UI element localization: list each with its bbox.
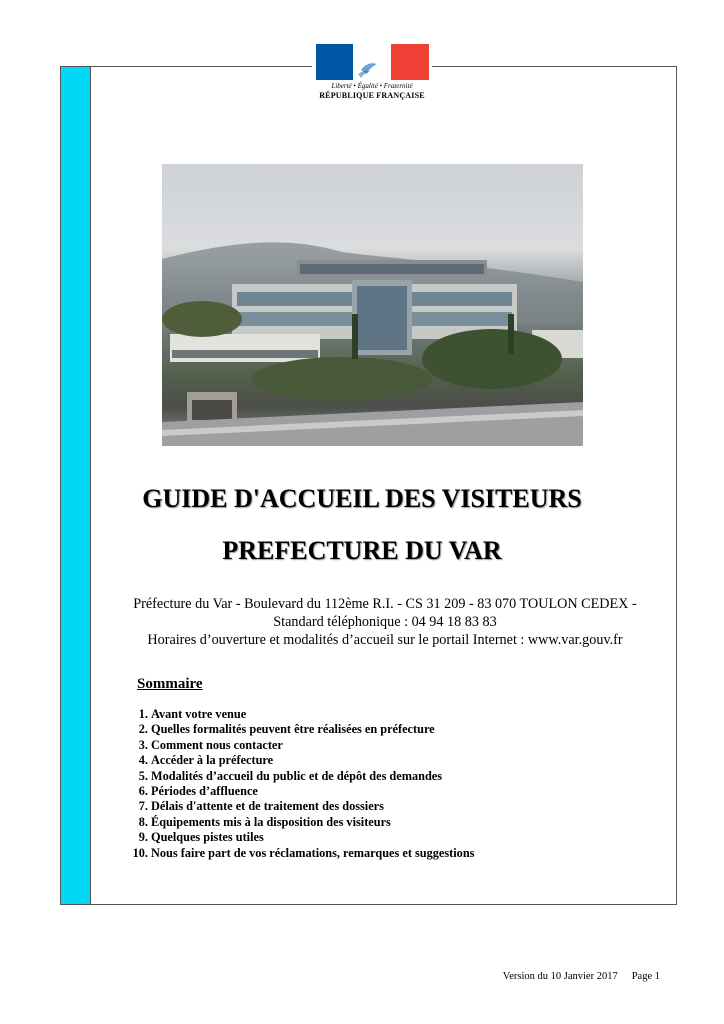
toc-item-number: 8. bbox=[138, 814, 148, 829]
logo-motto: Liberté • Égalité • Fraternité bbox=[331, 82, 413, 90]
toc-item-label: Quelques pistes utiles bbox=[151, 830, 264, 845]
toc-item bbox=[120, 815, 474, 830]
phone-line: Standard téléphonique : 04 94 18 83 83 bbox=[273, 614, 497, 630]
toc-item-number: 10. bbox=[132, 845, 148, 860]
toc-item-number: 4. bbox=[138, 753, 148, 768]
toc-item-number: 3. bbox=[138, 737, 148, 752]
table-of-contents bbox=[120, 707, 474, 861]
toc-item bbox=[120, 769, 474, 784]
toc-item bbox=[120, 830, 474, 845]
toc-item-label: Quelles formalités peuvent être réalisées en préfecture bbox=[151, 722, 435, 737]
toc-item-number: 9. bbox=[138, 830, 148, 845]
toc-item-label: Accéder à la préfecture bbox=[151, 753, 274, 768]
toc-item-label: Comment nous contacter bbox=[151, 737, 283, 752]
toc-item-number: 7. bbox=[138, 799, 148, 814]
prefecture-building-photo bbox=[162, 164, 583, 446]
toc-item bbox=[120, 722, 474, 737]
toc-item-label: Équipements mis à la disposition des visiteurs bbox=[151, 814, 391, 829]
toc-item-label: Délais d'attente et de traitement des dossiers bbox=[151, 799, 384, 814]
contact-info bbox=[100, 595, 670, 649]
toc-item-label: Nous faire part de vos réclamations, remarques et suggestions bbox=[151, 845, 475, 860]
toc-item bbox=[120, 753, 474, 768]
toc-item bbox=[120, 738, 474, 753]
toc-item-number: 1. bbox=[138, 707, 148, 721]
building-illustration bbox=[162, 164, 583, 446]
version-text: Version du 10 Janvier 2017 bbox=[502, 971, 618, 982]
website-line: Horaires d’ouverture et modalités d’accueil sur le portail Internet : www.var.gouv.fr bbox=[147, 632, 623, 648]
marianne-logo bbox=[312, 42, 432, 110]
sommaire-heading: Sommaire bbox=[137, 676, 203, 692]
page-number: Page 1 bbox=[631, 971, 660, 982]
toc-item bbox=[120, 799, 474, 814]
toc-item-number: 5. bbox=[138, 768, 148, 783]
address-line: Préfecture du Var - Boulevard du 112ème R.I. - CS 31 209 - 83 070 TOULON CEDEX - bbox=[133, 596, 637, 612]
toc-item-number: 2. bbox=[138, 722, 148, 737]
toc-item bbox=[120, 707, 474, 722]
toc-item-label: Avant votre venue bbox=[151, 707, 247, 721]
flag-icon bbox=[316, 44, 429, 80]
toc-item-label: Périodes d’affluence bbox=[151, 784, 258, 799]
toc-item-number: 6. bbox=[138, 784, 148, 799]
document-subtitle: PREFECTURE DU VAR bbox=[222, 536, 502, 565]
toc-item-label: Modalités d’accueil du public et de dépôt des demandes bbox=[151, 768, 443, 783]
toc-item bbox=[120, 784, 474, 799]
document-title: GUIDE D'ACCUEIL DES VISITEURS bbox=[142, 484, 582, 513]
toc-item bbox=[120, 846, 474, 861]
marianne-profile-icon bbox=[353, 44, 391, 80]
logo-name: RÉPUBLIQUE FRANÇAISE bbox=[319, 91, 425, 100]
page-footer bbox=[503, 971, 660, 982]
